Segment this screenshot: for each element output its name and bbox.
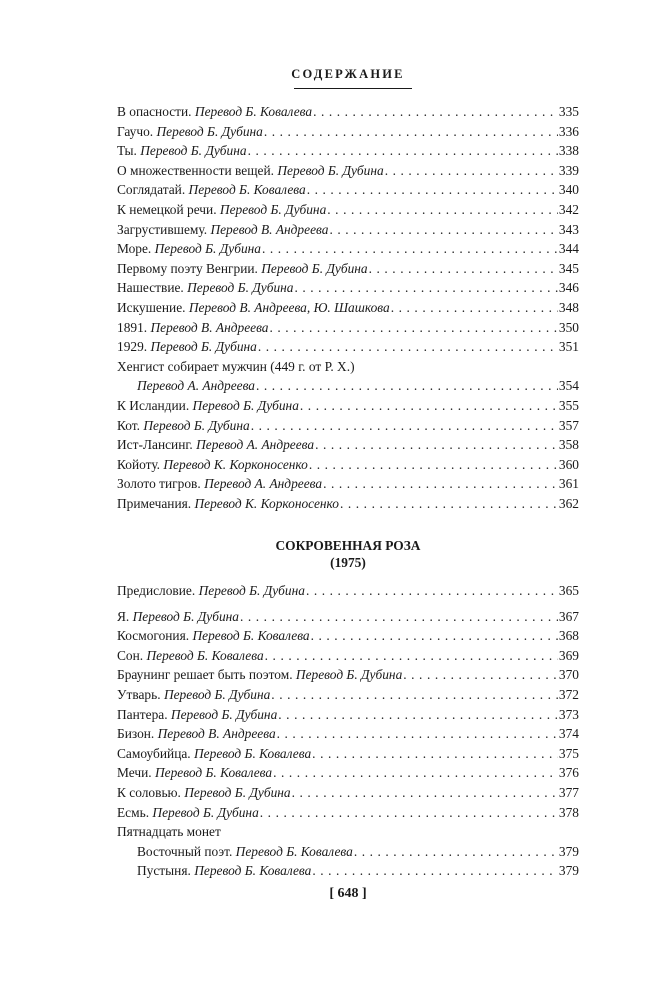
toc-entry-title — [117, 416, 250, 436]
toc-entry-name: О множественности вещей. — [117, 162, 274, 178]
toc-entry-page: 374 — [558, 726, 579, 742]
toc-entry — [117, 435, 579, 455]
toc-entry — [117, 376, 579, 396]
toc-entry-name: Есмь. — [117, 804, 150, 820]
toc-entry — [117, 744, 579, 764]
toc-entry-page: 370 — [558, 667, 579, 683]
toc-entry-title — [117, 220, 328, 240]
toc-entry-name: Восточный поэт. — [137, 843, 233, 859]
dot-leader — [312, 744, 558, 764]
toc-entry-page: 340 — [558, 182, 579, 198]
toc-entry-title — [117, 239, 261, 259]
toc-entry-translator: Перевод Б. Дубина — [261, 260, 368, 276]
dot-leader — [270, 318, 558, 338]
toc-entry-translator: Перевод Б. Дубина — [277, 162, 384, 178]
dot-leader — [258, 337, 558, 357]
dot-leader — [248, 141, 558, 161]
toc-entry — [117, 494, 579, 514]
running-head-rule — [294, 88, 412, 89]
toc-entry — [117, 141, 579, 161]
toc-entry — [117, 180, 579, 200]
toc-entry — [117, 646, 579, 666]
toc-entry-translator: Перевод В. Андреева — [210, 221, 329, 237]
dot-leader — [292, 783, 558, 803]
toc-entry — [117, 665, 579, 685]
toc-entry-name: Сон. — [117, 647, 144, 663]
toc-entry-page: 343 — [558, 221, 579, 237]
dot-leader — [313, 102, 558, 122]
toc-list-part1 — [117, 102, 579, 357]
toc-entry-page: 358 — [558, 437, 579, 453]
toc-entry-page: 355 — [558, 397, 579, 413]
toc-block-1 — [117, 102, 579, 513]
dot-leader — [306, 581, 558, 601]
toc-entry-name: Самоубийца. — [117, 745, 191, 761]
toc-entry-page: 375 — [558, 745, 579, 761]
toc-entry-translator: Перевод В. Андреева — [157, 726, 276, 742]
toc-entry-page: 346 — [558, 280, 579, 296]
toc-entry — [117, 607, 579, 627]
toc-entry-translator: Перевод Б. Ковалева — [192, 628, 310, 644]
toc-entry-title — [117, 259, 368, 279]
toc-entry — [117, 763, 579, 783]
toc-entry-translator: Перевод А. Андреева — [137, 378, 255, 394]
dot-leader — [385, 161, 558, 181]
section-heading — [117, 537, 579, 571]
toc-entry — [117, 220, 579, 240]
toc-entry-name: Соглядатай. — [117, 182, 186, 198]
toc-entry-title — [117, 803, 259, 823]
toc-entry-page: 345 — [558, 260, 579, 276]
dot-leader — [323, 474, 558, 494]
toc-entry — [117, 626, 579, 646]
toc-entry-name: Гаучо. — [117, 123, 154, 139]
toc-entry-translator: Перевод Б. Дубина — [143, 417, 250, 433]
toc-entry — [117, 396, 579, 416]
toc-entry-page: 338 — [558, 143, 579, 159]
toc-entry-translator: Перевод Б. Дубина — [152, 804, 259, 820]
toc-entry-page: 367 — [558, 608, 579, 624]
toc-entry-name: Пантера. — [117, 706, 168, 722]
toc-entry-title — [117, 581, 305, 601]
toc-entry-translator: Перевод Б. Ковалева — [146, 647, 264, 663]
toc-entry-page: 350 — [558, 319, 579, 335]
dot-leader — [315, 435, 558, 455]
dot-leader — [329, 220, 557, 240]
dot-leader — [307, 180, 558, 200]
toc-entry-name: Ты. — [117, 143, 137, 159]
dot-leader — [354, 842, 558, 862]
dot-leader — [403, 665, 558, 685]
toc-entry — [117, 200, 579, 220]
toc-entry-translator: Перевод Б. Дубина — [219, 201, 327, 217]
dot-leader — [264, 122, 558, 142]
toc-entry — [117, 724, 579, 744]
toc-entry-page: 354 — [558, 378, 579, 394]
toc-entry-title — [117, 783, 291, 803]
toc-entry-name: Ист-Лансинг. — [117, 437, 193, 453]
toc-entry-translator: Перевод Б. Дубина — [170, 706, 278, 722]
toc-entry-name: Первому поэту Венгрии. — [117, 260, 258, 276]
toc-entry-translator: Перевод Б. Дубина — [140, 143, 247, 159]
dot-leader — [295, 278, 558, 298]
toc-entry-page: 357 — [558, 417, 579, 433]
toc-entry-name: Загрустившему. — [117, 221, 208, 237]
toc-entry-name: К Исландии. — [117, 397, 190, 413]
toc-entry-name: Браунинг решает быть поэтом. — [117, 667, 293, 683]
toc-entry — [117, 239, 579, 259]
toc-entry-title — [117, 607, 239, 627]
toc-entry-title — [117, 744, 311, 764]
toc-entry-page: 365 — [558, 583, 579, 598]
toc-entry-page: 373 — [558, 706, 579, 722]
toc-entry-name: Море. — [117, 241, 152, 257]
dot-leader — [327, 200, 558, 220]
toc-entry-title — [117, 180, 306, 200]
toc-entry — [117, 298, 579, 318]
toc-entry-name: В опасности. — [117, 104, 192, 119]
toc-entry-title — [117, 705, 277, 725]
toc-entry-page: 344 — [558, 241, 579, 257]
dot-leader — [271, 685, 558, 705]
toc-entry — [117, 102, 579, 122]
toc-entry-name: 1891. — [117, 319, 148, 335]
toc-entry — [117, 861, 579, 881]
toc-entry-title — [117, 396, 299, 416]
toc-entry-page: 362 — [558, 495, 579, 511]
toc-entry-title — [117, 318, 269, 338]
toc-entry — [117, 803, 579, 823]
dot-leader — [273, 763, 558, 783]
toc-entry-name: 1929. — [117, 339, 148, 355]
toc-group-title: Пятнадцать монет — [117, 824, 221, 840]
toc-entry-translator: Перевод Б. Дубина — [163, 686, 271, 702]
toc-entry-name: Я. — [117, 608, 130, 624]
toc-entry-translator: Перевод А. Андреева — [204, 476, 323, 492]
toc-entry — [117, 416, 579, 436]
toc-entry-name: Кот. — [117, 417, 140, 433]
toc-entry-translator: Перевод Б. Дубина — [154, 241, 261, 257]
toc-entry — [117, 278, 579, 298]
dot-leader — [251, 416, 558, 436]
toc-entry — [117, 318, 579, 338]
dot-leader — [369, 259, 558, 279]
page-number: [ 648 ] — [329, 886, 367, 901]
toc-entry-title — [117, 278, 294, 298]
toc-entry — [117, 705, 579, 725]
toc-entry-page: 351 — [558, 339, 579, 355]
toc-entry-page: 368 — [558, 628, 579, 644]
toc-entry-translator: Перевод Б. Дубина — [192, 397, 299, 413]
toc-entry-name: Примечания. — [117, 495, 192, 511]
toc-entry-title — [137, 861, 311, 881]
toc-entry — [117, 337, 579, 357]
toc-entry-translator: Перевод А. Андреева — [196, 437, 315, 453]
toc-entry-page: 360 — [558, 456, 579, 472]
toc-entry-translator: Перевод Б. Ковалева — [194, 863, 312, 879]
section-title: СОКРОВЕННАЯ РОЗА — [275, 538, 421, 553]
toc-entry-name: Койоту. — [117, 456, 161, 472]
toc-entry-translator: Перевод Б. Ковалева — [235, 843, 353, 859]
toc-entry-page: 339 — [558, 162, 579, 178]
dot-leader — [240, 607, 558, 627]
toc-entry-page: 372 — [558, 686, 579, 702]
dot-leader — [309, 455, 558, 475]
toc-entry-title — [117, 141, 247, 161]
dot-leader — [265, 646, 558, 666]
toc-entry — [117, 842, 579, 862]
toc-entry-title — [137, 842, 353, 862]
toc-entry-title — [117, 435, 314, 455]
toc-entry-page: 335 — [558, 104, 579, 119]
running-head: СОДЕРЖАНИЕ — [291, 67, 405, 81]
toc-entry-title — [117, 337, 257, 357]
toc-entry-title: Хенгист собирает мужчин (449 г. от Р. Х.) — [117, 358, 355, 374]
dot-leader — [262, 239, 558, 259]
toc-entry-title — [117, 161, 384, 181]
toc-entry-translator: Перевод Б. Дубина — [198, 583, 305, 598]
toc-entry-translator: Перевод К. Корконосенко — [194, 495, 339, 511]
toc-entry-title — [117, 646, 264, 666]
dot-leader — [300, 396, 558, 416]
toc-entry-page: 369 — [558, 647, 579, 663]
toc-entry — [117, 783, 579, 803]
toc-entry-page: 379 — [558, 863, 579, 879]
toc-entry-preface — [117, 581, 579, 601]
toc-entry-translator: Перевод К. Корконосенко — [163, 456, 308, 472]
toc-entry-translator: Перевод Б. Дубина — [184, 784, 291, 800]
toc-entry-title — [117, 200, 326, 220]
toc-list-fifteen — [117, 842, 579, 881]
dot-leader — [340, 494, 558, 514]
toc-entry-name: Золото тигров. — [117, 476, 201, 492]
section-year: (1975) — [330, 555, 366, 570]
toc-entry-name: Искушение. — [117, 299, 186, 315]
toc-entry-title — [117, 494, 339, 514]
toc-entry-page: 342 — [558, 201, 579, 217]
dot-leader — [256, 376, 558, 396]
toc-entry-name: Утварь. — [117, 686, 161, 702]
toc-entry-title — [117, 122, 263, 142]
toc-entry-title — [117, 685, 270, 705]
toc-entry-page: 376 — [558, 765, 579, 781]
toc-list-part1b — [117, 396, 579, 514]
toc-entry — [117, 259, 579, 279]
toc-entry-translator: Перевод Б. Ковалева — [194, 104, 313, 119]
toc-entry-page: 361 — [558, 476, 579, 492]
toc-entry-title — [117, 626, 310, 646]
dot-leader — [277, 724, 558, 744]
toc-entry-name: К немецкой речи. — [117, 201, 217, 217]
toc-entry-title — [117, 102, 312, 122]
dot-leader — [260, 803, 558, 823]
dot-leader — [391, 298, 558, 318]
toc-entry-name: Бизон. — [117, 726, 155, 742]
toc-entry-title — [117, 763, 272, 783]
toc-entry — [117, 161, 579, 181]
toc-entry-translator: Перевод Б. Дубина — [187, 280, 294, 296]
toc-entry — [117, 474, 579, 494]
toc-entry-name: К соловью. — [117, 784, 181, 800]
toc-entry — [117, 685, 579, 705]
toc-entry-page: 336 — [558, 123, 579, 139]
dot-leader — [278, 705, 558, 725]
toc-entry — [117, 122, 579, 142]
toc-entry-translator: Перевод Б. Дубина — [156, 123, 263, 139]
toc-entry-translator: Перевод Б. Дубина — [150, 339, 257, 355]
toc-entry-name: Космогония. — [117, 628, 190, 644]
toc-entry-name: Пустыня. — [137, 863, 191, 879]
dot-leader — [312, 861, 558, 881]
toc-entry-title — [117, 474, 322, 494]
toc-entry-translator: Перевод В. Андреева — [150, 319, 269, 335]
toc-entry-page: 377 — [558, 784, 579, 800]
toc-entry-title — [117, 455, 308, 475]
toc-entry-translator: Перевод В. Андреева, Ю. Шашкова — [188, 299, 390, 315]
toc-entry-translator: Перевод Б. Дубина — [295, 667, 403, 683]
toc-entry-name: Предисловие. — [117, 583, 196, 598]
toc-entry-title — [117, 724, 276, 744]
toc-entry-translator: Перевод Б. Дубина — [132, 608, 239, 624]
toc-entry-title — [117, 298, 390, 318]
toc-entry-page: 378 — [558, 804, 579, 820]
toc-entry-name: Мечи. — [117, 765, 152, 781]
dot-leader — [311, 626, 558, 646]
toc-entry-translator: Перевод Б. Ковалева — [154, 765, 273, 781]
toc-entry-page: 379 — [558, 843, 579, 859]
toc-list-part2 — [117, 607, 579, 823]
toc-entry-translator: Перевод Б. Ковалева — [188, 182, 306, 198]
toc-entry-title — [117, 665, 402, 685]
toc-entry — [117, 455, 579, 475]
toc-entry-name: Нашествие. — [117, 280, 184, 296]
toc-block-2 — [117, 581, 579, 881]
toc-entry-page: 348 — [558, 299, 579, 315]
toc-entry-translator: Перевод Б. Ковалева — [194, 745, 312, 761]
